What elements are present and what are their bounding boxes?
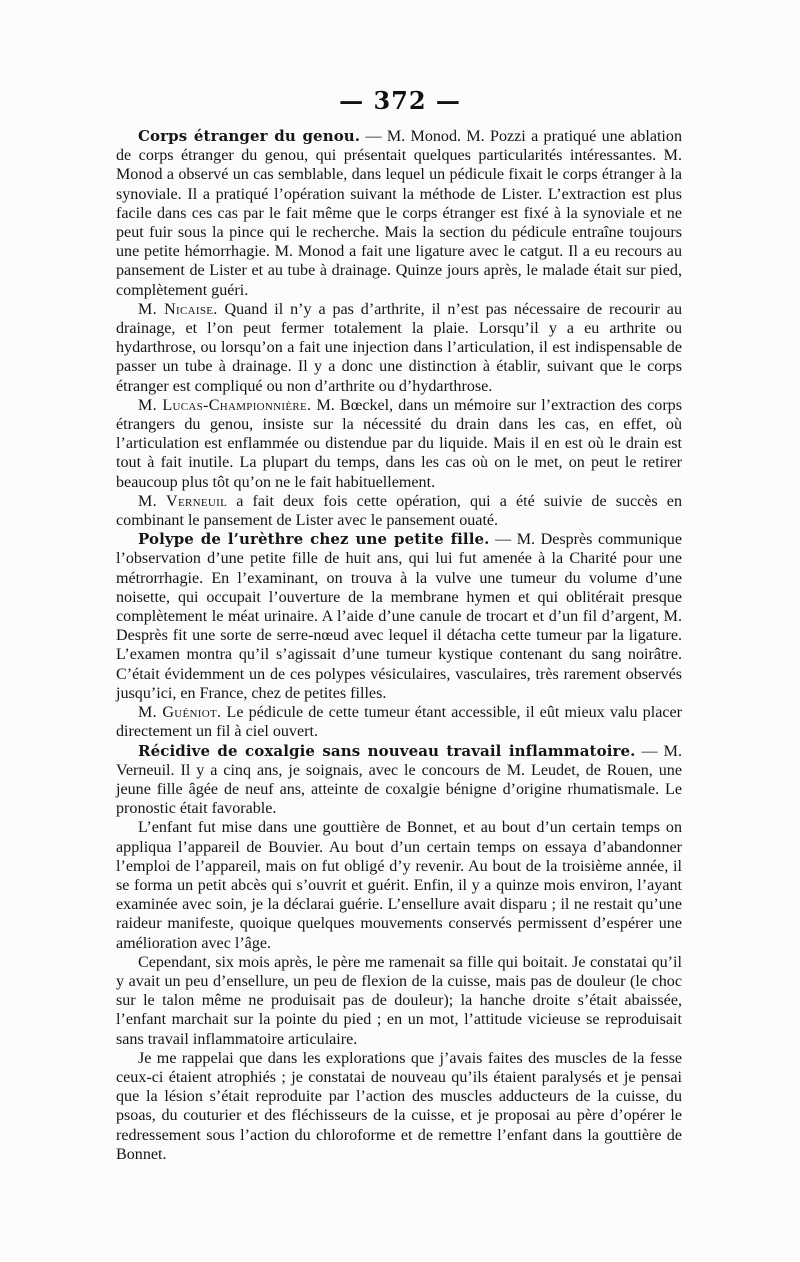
section-heading-polype: Polype de l’urèthre chez une petite fille. bbox=[138, 530, 490, 549]
speaker-name: M. Lucas-Championnière. bbox=[138, 396, 312, 414]
page-number: — 372 — bbox=[339, 86, 461, 115]
paragraph-corps-etranger bbox=[116, 127, 682, 300]
paragraph-enfant bbox=[116, 818, 682, 952]
paragraph-polype bbox=[116, 530, 682, 703]
paragraph-text: a fait deux fois cette opération, qui a été suivie de succès en combinant le pansement de Lister avec le pansement ouaté. bbox=[116, 492, 682, 530]
paragraph-text: M. Bœckel, dans un mémoire sur l’extraction des corps étrangers du genou, insiste sur la nécessité du drain dans les cas, en effet, où l’articulation est enflammée ou distendue par du liquide. Mais il en est où le drain est tout à fait inutile. La plupart du temps, dans les cas où on le met, on peut le retirer beaucoup plus tôt qu’on ne le fait habituellement. bbox=[116, 396, 682, 491]
paragraph-text: — M. Monod. M. Pozzi a pratiqué une ablation de corps étranger du genou, qui présentait quelques particularités intéressantes. M. Monod a observé un cas semblable, dans lequel un pédicule fixait le corps étranger à la synoviale. Il a pratiqué l’opération suivant la méthode de Lister. L’extraction est plus facile dans ces cas par le fait même que le corps étranger est fixé à la synoviale et ne peut fuir sous la pince qui le recherche. Mais la section du pédicule entraîne toujours une petite hémorrhagie. M. Monod a fait une ligature avec le catgut. Il a eu recours au pansement de Lister et au tube à drainage. Quinze jours après, le malade était sur pied, complètement guéri. bbox=[116, 128, 682, 299]
speaker-name: M. Nicaise. bbox=[138, 300, 218, 318]
paragraph-nicaise bbox=[116, 300, 682, 396]
paragraph-text: — M. Verneuil. Il y a cinq ans, je soignais, avec le concours de M. Leudet, de Rouen, une jeune fille âgée de neuf ans, atteinte de coxalgie bénigne d’origine rhumatismale. Le pronostic était favorable. bbox=[116, 742, 682, 818]
paragraph-lucas-championniere bbox=[116, 396, 682, 492]
paragraph-rappelai bbox=[116, 1049, 682, 1164]
section-heading-recidive: Récidive de coxalgie sans nouveau travail inflammatoire. bbox=[138, 741, 636, 760]
paragraph-cependant bbox=[116, 953, 682, 1049]
paragraph-text: L’enfant fut mise dans une gouttière de Bonnet, et au bout d’un certain temps on appliqua l’appareil de Bouvier. Au bout d’un certain temps on essaya d’abandonner l’emploi de l’appareil, mais on fut obligé d’y revenir. Au bout de la troisième année, il se forma un petit abcès qui s’ouvrit et guérit. Enfin, il y a quinze mois environ, l’ayant examinée avec soin, je la déclarai guérie. L’ensellure avait disparu ; il ne restait qu’une raideur manifeste, quoique quelques mouvements conservés permissent d’espérer une amélioration avec l’âge. bbox=[116, 819, 682, 952]
speaker-name: M. Verneuil bbox=[138, 492, 228, 510]
paragraph-text: Quand il n’y a pas d’arthrite, il n’est pas nécessaire de recourir au drainage, et l’on peut fermer totalement la plaie. Lorsqu’il y a eu arthrite ou hydarthrose, ou lorsqu’on a fait une injection dans l’articulation, il est indispensable de passer un tube à drainage. Il y a donc une distinction à établir, suivant que le corps étranger est compliqué ou non d’arthrite ou d’hydarthrose. bbox=[116, 300, 682, 395]
paragraph-text: — M. Desprès communique l’observation d’une petite fille de huit ans, qui lui fut amenée à la Charité pour une métrorrhagie. En l’examinant, on trouva à la vulve une tumeur du volume d’une noisette, qui occupait l’ouverture de la membrane hymen et qui oblitérait presque complètement le méat urinaire. A l’aide d’une canule de trocart et d’un fil d’argent, M. Desprès fit une sorte de serre-nœud avec lequel il détacha cette tumeur par la ligature. L’examen montra qu’il s’agissait d’une tumeur kystique contenant du sang noirâtre. C’était évidemment un de ces polypes vésiculaires, vasculaires, très rarement observés jusqu’ici, en France, chez de petites filles. bbox=[116, 531, 682, 702]
paragraph-recidive bbox=[116, 742, 682, 819]
paragraph-verneuil bbox=[116, 492, 682, 530]
paragraph-text: Cependant, six mois après, le père me ramenait sa fille qui boitait. Je constatai qu’il y avait un peu d’ensellure, un peu de flexion de la cuisse, mais pas de douleur (le choc sur le talon même ne produisait pas de douleur); la hanche droite s’était abaissée, l’enfant marchait sur la pointe du pied ; en un mot, l’attitude vicieuse se reproduisait sans travail inflammatoire articulaire. bbox=[116, 953, 682, 1048]
paragraph-text: Je me rappelai que dans les explorations que j’avais faites des muscles de la fesse ceux-ci étaient atrophiés ; je constatai de nouveau qu’ils étaient paralysés et je pensai que la lésion s’était reproduite par l’action des muscles adducteurs de la cuisse, du psoas, du couturier et des fléchisseurs de la cuisse, et je proposai au père d’opérer le redressement sous l’action du chloroforme et de remettre l’enfant dans la gouttière de Bonnet. bbox=[116, 1049, 682, 1163]
section-heading-corps-etranger: Corps étranger du genou. bbox=[138, 127, 361, 145]
body-text bbox=[116, 127, 682, 1164]
paragraph-gueniot bbox=[116, 703, 682, 741]
paragraph-text: Le pédicule de cette tumeur étant accessible, il eût mieux valu placer directement un fil à ciel ouvert. bbox=[116, 704, 682, 741]
speaker-name: M. Guéniot. bbox=[138, 704, 222, 722]
